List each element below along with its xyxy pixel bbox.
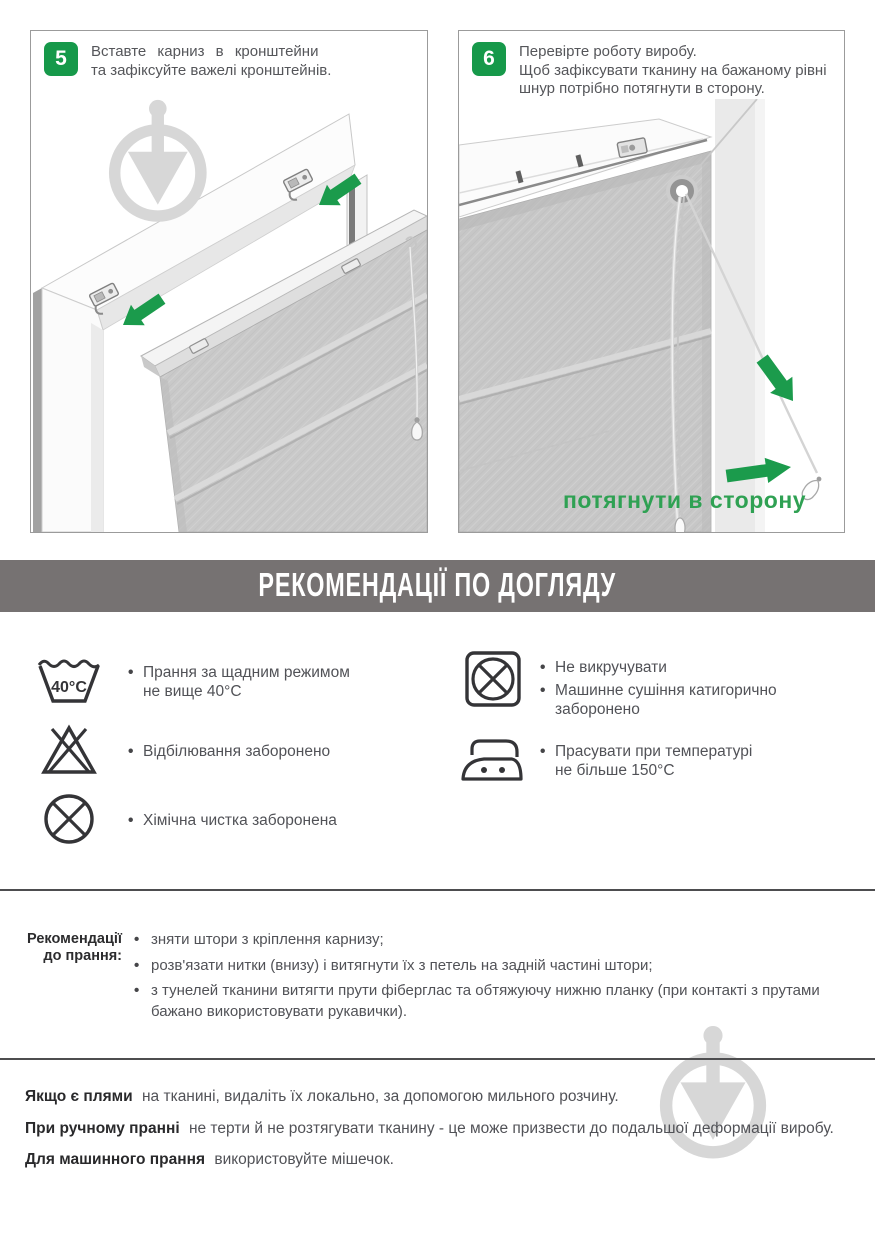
bleach-line: Відбілювання заборонено [143,743,331,760]
step6-badge: 6 [472,42,506,76]
washing-label-line2: до прання: [43,948,122,964]
iron-line2: не більше 150°С [555,762,675,779]
note-machine-wash-text: використовуйте мішечок. [214,1151,394,1168]
step5-badge: 5 [44,42,78,76]
step6-header [459,31,844,99]
wash-text [128,663,350,701]
bleach-text [128,742,330,761]
list-item [134,956,856,977]
step6-illustration [459,99,844,532]
wring-bullet2-line2: заборонено [555,701,640,718]
step6-line2: Щоб зафіксувати тканину на бажаному рівні [519,61,827,79]
wring-bullet2-line1: Машинне сушіння катигорично [555,682,777,699]
bullet-dot: • [134,982,140,999]
step5-line2: та зафіксуйте важелі кронштейнів. [91,61,332,79]
no-wring-tumble-dry-icon [464,650,522,708]
note-machine-wash-lead: Для машинного прання [25,1151,206,1168]
care-banner-title: РЕКОМЕНДАЦІЇ ПО ДОГЛЯДУ [258,567,617,604]
wash-line1: Прання за щадним режимом [143,664,350,681]
no-bleach-icon [40,724,98,776]
washing-label [20,931,122,965]
note-hand-wash-text: не терти й не розтягувати тканину - це може призвести до подальшої деформації виробу. [188,1119,834,1137]
wring-text [540,658,777,719]
bullet-dot: • [134,931,140,948]
step5-line1: Вставте карниз в кронштейни [91,43,319,60]
pull-aside-annotation: потягнути в сторону [563,487,807,513]
washing-bullet3: з тунелей тканини витягти прути фіберглас та обтяжуючу нижню планку (при контакті з прутами бажано використовувати рукавички). [151,982,820,1020]
divider-line [0,889,875,891]
bullet-dot: • [134,956,140,974]
step5-illustration [31,99,427,532]
washing-list [134,930,856,1027]
note-stains-text: на тканині, видаліть їх локально, за допомогою мильного розчину. [141,1088,619,1105]
care-banner [0,560,875,612]
iron-text [540,742,752,780]
step6-line3: шнур потрібно потягнути в сторону. [519,80,765,97]
step5-text [91,42,331,80]
step6-line1: Перевірте роботу виробу. [519,43,697,60]
bottom-notes [25,1086,857,1181]
bullet-dot: • [128,812,134,829]
wring-bullet1: Не викручувати [555,659,667,676]
bullet-dot: • [128,664,134,681]
note-stains-lead: Якщо є плями [25,1088,133,1105]
list-item [134,930,856,951]
step6-panel [458,30,845,533]
note-stains [25,1086,857,1107]
note-machine-wash [25,1149,857,1170]
bullet-dot: • [540,743,546,760]
wash-tub-40c-icon [36,652,102,706]
bullet-dot: • [540,659,546,676]
step5-header [31,31,427,80]
note-hand-wash [25,1118,857,1139]
dryclean-text [128,811,337,830]
step6-text [519,42,827,99]
svg-text:40°C: 40°C [51,679,87,696]
washing-bullet1: зняти штори з кріплення карнизу; [151,931,384,948]
list-item [134,981,856,1022]
step5-panel [30,30,428,533]
no-dry-clean-icon [42,792,96,846]
divider-line [0,1058,875,1060]
iron-line1: Прасувати при температурі [555,743,753,760]
iron-max-150c-icon [460,735,524,783]
bullet-dot: • [540,682,546,699]
washing-label-line1: Рекомендації [27,931,122,947]
note-hand-wash-lead: При ручному пранні [25,1119,180,1137]
washing-bullet2: розв'язати нитки (внизу) і витягнути їх з петель на задній частині штори; [151,956,653,974]
brand-watermark-icon [115,100,201,216]
dryclean-line: Хімічна чистка заборонена [143,812,337,829]
wash-line2: не вище 40°С [143,683,242,700]
bullet-dot: • [128,743,134,760]
